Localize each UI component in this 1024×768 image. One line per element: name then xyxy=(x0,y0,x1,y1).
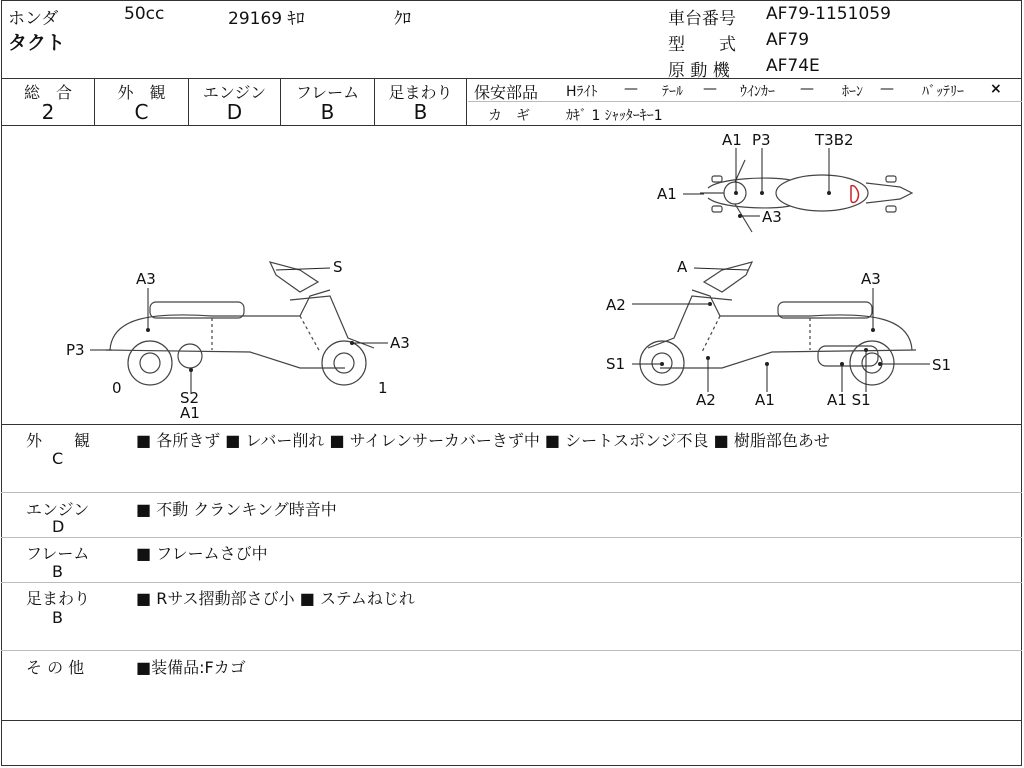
diag-left-p3: P3 xyxy=(66,341,85,359)
comment-other-title: そ の 他 xyxy=(26,658,85,677)
comment-exterior-title: 外 観 xyxy=(26,431,91,450)
comment-suspension-grade: B xyxy=(52,608,63,627)
diag-top-a1-b: A1 xyxy=(657,185,677,203)
grade-exterior-label: 外 観 xyxy=(117,83,166,102)
diag-left-zero: 0 xyxy=(112,379,122,397)
divider xyxy=(1,537,1022,538)
comment-frame-grade: B xyxy=(52,562,63,581)
safety-item-tail: ﾃｰﾙ xyxy=(662,84,683,100)
grade-suspension-label: 足まわり xyxy=(388,83,453,102)
maker: ホンダ xyxy=(8,9,59,29)
grade-frame-label: フレーム xyxy=(295,83,360,102)
safety-item-tail-mark: — xyxy=(703,81,717,97)
safety-item-winker-mark: — xyxy=(800,81,814,97)
diag-left-s2: S2 xyxy=(180,389,200,407)
safety-item-horn-mark: — xyxy=(880,81,894,97)
grade-overall-label: 総 合 xyxy=(23,83,72,102)
diag-top-a3: A3 xyxy=(762,208,782,226)
diag-top-a1: A1 xyxy=(722,131,742,149)
comment-other-text: ■装備品:Fカゴ xyxy=(136,658,246,677)
diag-right-a: A xyxy=(677,258,688,276)
displacement: 50cc xyxy=(124,4,165,24)
color: ｸﾛ xyxy=(394,9,411,29)
frame-no-label: 車台番号 xyxy=(668,9,736,29)
key-value: ｶｷﾞ 1 ｼｬｯﾀｰｷｰ1 xyxy=(566,108,663,124)
diag-right-s1-b: S1 xyxy=(932,356,952,374)
grade-overall-value: 2 xyxy=(41,100,55,124)
divider xyxy=(1,720,1022,721)
frame-no-value: AF79-1151059 xyxy=(766,4,891,24)
safety-item-winker: ｳｲﾝｶｰ xyxy=(740,84,775,100)
diag-right-a1s1: A1 S1 xyxy=(827,391,871,409)
comment-engine-grade: D xyxy=(52,517,65,536)
diag-left-a3-b: A3 xyxy=(390,334,410,352)
safety-item-headlight-mark: — xyxy=(624,81,638,97)
divider xyxy=(466,78,467,125)
divider xyxy=(1,424,1022,425)
engine-label: 原 動 機 xyxy=(668,61,730,81)
key-label: カ ギ xyxy=(488,108,530,124)
comment-exterior-grade: C xyxy=(52,449,64,468)
safety-item-battery-mark: × xyxy=(990,81,1002,97)
mileage: 29169 ｷﾛ xyxy=(228,9,305,29)
diag-left-a1: A1 xyxy=(180,404,200,422)
type-value: AF79 xyxy=(766,30,810,50)
divider xyxy=(1,650,1022,651)
safety-item-headlight: Hﾗｲﾄ xyxy=(566,84,598,100)
comment-exterior-text: ■ 各所きず ■ レバー削れ ■ サイレンサーカバーきず中 ■ シートスポンジ不良 ■ 樹脂部色あせ xyxy=(136,431,830,450)
diag-right-a2-b: A2 xyxy=(696,391,716,409)
scooter-top-view xyxy=(700,160,912,232)
type-label: 型 式 xyxy=(668,35,736,55)
diag-right-a1: A1 xyxy=(755,391,775,409)
engine-value: AF74E xyxy=(766,56,820,76)
diag-right-a2: A2 xyxy=(606,296,626,314)
divider xyxy=(1,582,1022,583)
safety-item-horn: ﾎｰﾝ xyxy=(842,84,863,100)
safety-item-battery: ﾊﾞｯﾃﾘｰ xyxy=(922,84,964,100)
divider xyxy=(1,78,1022,79)
comment-frame-title: フレーム xyxy=(26,544,90,563)
diag-right-s1-a: S1 xyxy=(606,355,626,373)
comment-suspension-title: 足まわり xyxy=(26,589,91,608)
grade-engine-label: エンジン xyxy=(202,83,267,102)
comment-frame-text: ■ フレームさび中 xyxy=(136,544,268,563)
grade-exterior-value: C xyxy=(134,100,149,124)
diag-top-p3: P3 xyxy=(752,131,771,149)
diag-left-s: S xyxy=(333,258,343,276)
diag-left-one: 1 xyxy=(378,379,388,397)
diag-top-t3b2: T3B2 xyxy=(815,131,854,149)
comment-engine-text: ■ 不動 クランキング時音中 xyxy=(136,500,337,519)
divider xyxy=(468,101,1022,102)
grade-suspension-value: B xyxy=(413,100,428,124)
safety-label: 保安部品 xyxy=(474,83,539,102)
comment-suspension-text: ■ Rサス摺動部さび小 ■ ステムねじれ xyxy=(136,589,415,608)
grade-engine-value: D xyxy=(226,100,243,124)
comment-engine-title: エンジン xyxy=(26,500,90,519)
divider xyxy=(1,492,1022,493)
diag-right-a3: A3 xyxy=(861,270,881,288)
diag-left-a3: A3 xyxy=(136,270,156,288)
model-name: タクト xyxy=(8,32,66,54)
grade-frame-value: B xyxy=(320,100,335,124)
